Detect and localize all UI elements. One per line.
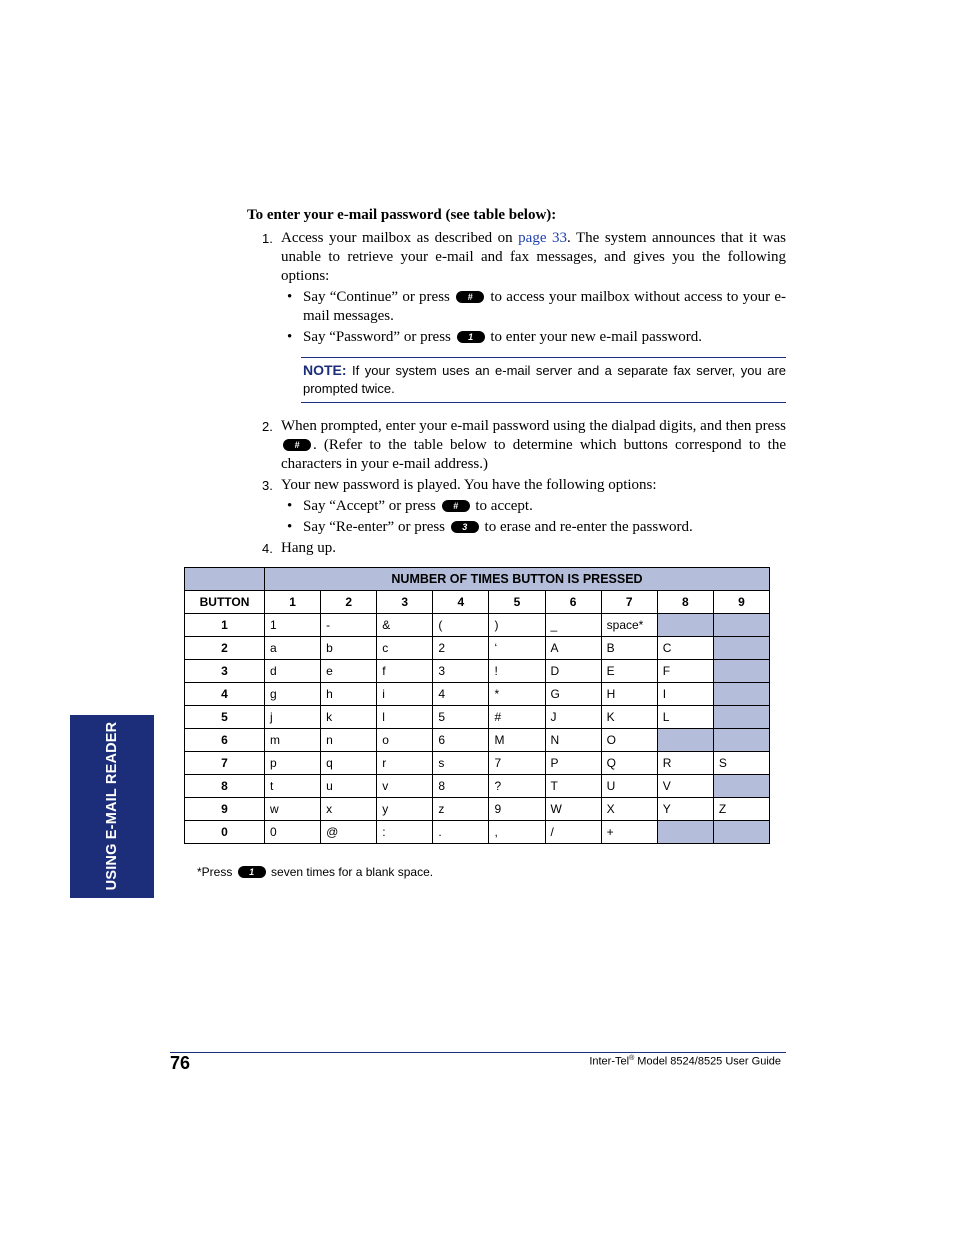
bullet: • — [287, 289, 293, 305]
character-cell: K — [601, 706, 657, 729]
character-cell: M — [489, 729, 545, 752]
button-cell: 0 — [185, 821, 265, 844]
character-cell: z — [433, 798, 489, 821]
character-cell: b — [321, 637, 377, 660]
character-cell: 7 — [489, 752, 545, 775]
character-cell: O — [601, 729, 657, 752]
character-cell — [713, 821, 769, 844]
note-text: If your system uses an e-mail server and a separate fax server, you are prompted twice. — [303, 363, 786, 396]
character-cell — [713, 729, 769, 752]
option-text: to accept. — [471, 498, 533, 514]
character-cell: 8 — [433, 775, 489, 798]
step-number: 2. — [262, 419, 273, 434]
page-number: 76 — [170, 1053, 191, 1073]
character-cell: y — [377, 798, 433, 821]
one-key-icon: 1 — [238, 866, 266, 878]
character-cell — [713, 706, 769, 729]
character-cell: space* — [601, 614, 657, 637]
character-cell: S — [713, 752, 769, 775]
button-cell: 4 — [185, 683, 265, 706]
footnote — [197, 865, 433, 879]
button-cell: 3 — [185, 660, 265, 683]
table-row — [185, 683, 770, 706]
table-row — [185, 706, 770, 729]
step-3 — [247, 476, 786, 495]
character-cell: B — [601, 637, 657, 660]
character-cell — [657, 614, 713, 637]
option-text: Say “Continue” or press — [303, 289, 455, 305]
note-label: NOTE: — [303, 362, 347, 378]
procedure-heading: To enter your e-mail password (see table below): — [247, 207, 557, 223]
character-cell: : — [377, 821, 433, 844]
character-cell: v — [377, 775, 433, 798]
character-cell: Y — [657, 798, 713, 821]
character-table — [184, 567, 770, 844]
character-cell: J — [545, 706, 601, 729]
table-row — [185, 614, 770, 637]
character-cell: t — [265, 775, 321, 798]
character-cell: g — [265, 683, 321, 706]
section-tab-label: USING E-MAIL READER — [104, 721, 120, 891]
character-cell: ? — [489, 775, 545, 798]
table-row — [185, 637, 770, 660]
character-cell — [713, 614, 769, 637]
character-cell: ( — [433, 614, 489, 637]
character-cell: q — [321, 752, 377, 775]
button-cell: 7 — [185, 752, 265, 775]
column-header-4: 4 — [433, 591, 489, 614]
option-text: to access your mailbox without access to your e-mail messages. — [303, 289, 786, 324]
table-row — [185, 729, 770, 752]
column-header-2: 2 — [321, 591, 377, 614]
table-row — [185, 775, 770, 798]
step-number: 4. — [262, 541, 273, 556]
character-cell: n — [321, 729, 377, 752]
character-cell — [713, 683, 769, 706]
character-cell: N — [545, 729, 601, 752]
footnote-text: seven times for a blank space. — [267, 865, 434, 879]
button-cell: 5 — [185, 706, 265, 729]
footnote-text: *Press — [197, 865, 236, 879]
character-cell: # — [489, 706, 545, 729]
character-cell: 9 — [489, 798, 545, 821]
bullet: • — [287, 498, 293, 514]
character-cell: l — [377, 706, 433, 729]
character-cell: i — [377, 683, 433, 706]
character-cell: R — [657, 752, 713, 775]
column-header-button: BUTTON — [185, 591, 265, 614]
character-cell: 1 — [265, 614, 321, 637]
step-1 — [247, 229, 786, 286]
character-cell: P — [545, 752, 601, 775]
pound-key-icon: # — [283, 439, 311, 451]
character-cell: & — [377, 614, 433, 637]
option-password — [247, 328, 786, 347]
column-header-5: 5 — [489, 591, 545, 614]
guide-name: Model 8524/8525 User Guide — [634, 1055, 781, 1068]
table-row — [185, 660, 770, 683]
character-cell: h — [321, 683, 377, 706]
table-row — [185, 821, 770, 844]
option-text: Say “Re-enter” or press — [303, 519, 449, 535]
button-cell: 8 — [185, 775, 265, 798]
table-column-headers — [185, 591, 770, 614]
column-header-3: 3 — [377, 591, 433, 614]
section-side-tab — [70, 715, 154, 898]
step-text: When prompted, enter your e-mail password using the dialpad digits, and then press — [281, 418, 786, 434]
character-cell: * — [489, 683, 545, 706]
character-cell — [657, 729, 713, 752]
column-header-9: 9 — [713, 591, 769, 614]
character-cell — [713, 775, 769, 798]
character-cell: 0 — [265, 821, 321, 844]
character-cell — [713, 637, 769, 660]
table-row — [185, 798, 770, 821]
character-cell: k — [321, 706, 377, 729]
step-number: 1. — [262, 231, 273, 246]
character-cell: x — [321, 798, 377, 821]
column-header-6: 6 — [545, 591, 601, 614]
option-text: Say “Accept” or press — [303, 498, 440, 514]
character-cell: Z — [713, 798, 769, 821]
character-cell — [713, 660, 769, 683]
button-cell: 9 — [185, 798, 265, 821]
step-2 — [247, 417, 786, 474]
character-cell: a — [265, 637, 321, 660]
character-cell: E — [601, 660, 657, 683]
option-text: Say “Password” or press — [303, 329, 455, 345]
character-cell: A — [545, 637, 601, 660]
registered-mark: ® — [629, 1055, 635, 1062]
bullet: • — [287, 519, 293, 535]
character-cell: _ — [545, 614, 601, 637]
table-title: NUMBER OF TIMES BUTTON IS PRESSED — [265, 568, 770, 591]
button-cell: 6 — [185, 729, 265, 752]
character-cell: Q — [601, 752, 657, 775]
character-cell: U — [601, 775, 657, 798]
column-header-7: 7 — [601, 591, 657, 614]
character-cell: d — [265, 660, 321, 683]
character-cell: / — [545, 821, 601, 844]
character-cell: r — [377, 752, 433, 775]
character-cell: + — [601, 821, 657, 844]
table-title-row — [185, 568, 770, 591]
button-cell: 2 — [185, 637, 265, 660]
brand-name: Inter-Tel — [589, 1055, 630, 1068]
step-text: . The system announces that it was unable to retrieve your e-mail and fax messages, and gives you the following options: — [281, 230, 786, 284]
option-continue — [247, 288, 786, 326]
character-cell: D — [545, 660, 601, 683]
character-cell: F — [657, 660, 713, 683]
step-4 — [247, 539, 786, 558]
character-cell — [657, 821, 713, 844]
bullet: • — [287, 329, 293, 345]
character-cell: @ — [321, 821, 377, 844]
character-cell: V — [657, 775, 713, 798]
table-corner — [185, 568, 265, 591]
character-cell: o — [377, 729, 433, 752]
pound-key-icon: # — [442, 500, 470, 512]
character-cell: X — [601, 798, 657, 821]
option-reenter — [247, 518, 786, 537]
character-cell: - — [321, 614, 377, 637]
page-link[interactable]: page 33 — [518, 230, 567, 246]
button-cell: 1 — [185, 614, 265, 637]
one-key-icon: 1 — [457, 331, 485, 343]
footer-guide-title — [589, 1055, 781, 1068]
option-accept — [247, 497, 786, 516]
table-row — [185, 752, 770, 775]
character-cell: H — [601, 683, 657, 706]
character-cell: 5 — [433, 706, 489, 729]
character-cell: ! — [489, 660, 545, 683]
character-cell: I — [657, 683, 713, 706]
instructions — [247, 206, 786, 560]
character-cell: p — [265, 752, 321, 775]
option-text: to enter your new e-mail password. — [486, 329, 702, 345]
character-cell: 3 — [433, 660, 489, 683]
character-cell: j — [265, 706, 321, 729]
character-cell: f — [377, 660, 433, 683]
character-cell: 2 — [433, 637, 489, 660]
column-header-8: 8 — [657, 591, 713, 614]
pound-key-icon: # — [456, 291, 484, 303]
step-text: Access your mailbox as described on — [281, 230, 519, 246]
step-number: 3. — [262, 478, 273, 493]
footer-divider — [170, 1052, 786, 1053]
step-text: Hang up. — [281, 540, 336, 556]
character-cell: G — [545, 683, 601, 706]
character-cell: m — [265, 729, 321, 752]
character-cell: T — [545, 775, 601, 798]
character-cell: ‘ — [489, 637, 545, 660]
column-header-1: 1 — [265, 591, 321, 614]
option-text: to erase and re-enter the password. — [480, 519, 693, 535]
character-cell: C — [657, 637, 713, 660]
character-cell: e — [321, 660, 377, 683]
character-cell: ) — [489, 614, 545, 637]
character-cell: c — [377, 637, 433, 660]
step-text: . (Refer to the table below to determine which buttons correspond to the characters in your e-mail address.) — [281, 437, 786, 472]
character-cell: w — [265, 798, 321, 821]
character-cell: 4 — [433, 683, 489, 706]
character-cell: . — [433, 821, 489, 844]
note-box — [301, 357, 786, 403]
character-cell: L — [657, 706, 713, 729]
character-cell: 6 — [433, 729, 489, 752]
character-cell: , — [489, 821, 545, 844]
step-text: Your new password is played. You have the following options: — [281, 477, 657, 493]
character-cell: W — [545, 798, 601, 821]
table-body — [185, 614, 770, 844]
three-key-icon: 3 — [451, 521, 479, 533]
character-cell: s — [433, 752, 489, 775]
character-cell: u — [321, 775, 377, 798]
